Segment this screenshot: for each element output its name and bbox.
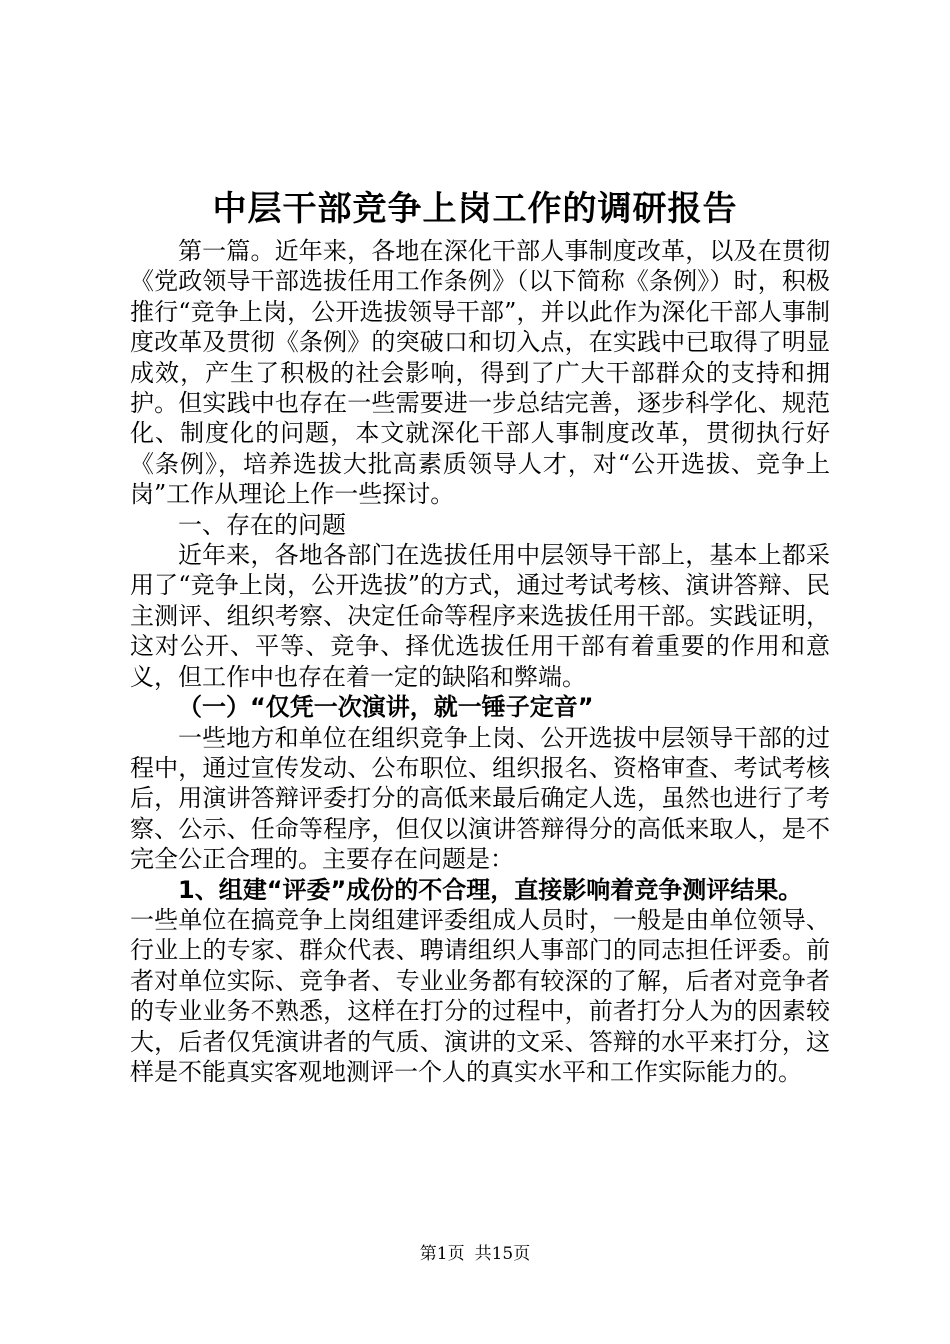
paragraph-problems-overview: 近年来，各地各部门在选拔任用中层领导干部上，基本上都采用了“竞争上岗，公开选拔”的方式，通过考试考核、演讲答辩、民主测评、组织考察、决定任命等程序来选拔任用干部。实践证明，这对公开、平等、竞争、择优选拔任用干部有着重要的作用和意义，但工作中也存在着一定的缺陷和弊端。 (130, 541, 830, 691)
section-heading-problems: 一、存在的问题 (178, 510, 346, 539)
paragraph-judges-detail: 一些单位在搞竞争上岗组建评委组成人员时，一般是由单位领导、行业上的专家、群众代表、聘请组织人事部门的同志担任评委。前者对单位实际、竞争者、专业业务都有较深的了解，后者对竞争者的专业业务不熟悉，这样在打分的过程中，前者打分人为的因素较大，后者仅凭演讲者的气质、演讲的文采、答辩的水平来打分，这样是不能真实客观地测评一个人的真实水平和工作实际能力的。 (130, 905, 830, 1086)
document-title: 中层干部竞争上岗工作的调研报告 (212, 189, 738, 229)
page-total: 共15页 (474, 1244, 531, 1264)
paragraph-speech-issue: 一些地方和单位在组织竞争上岗、公开选拔中层领导干部的过程中，通过宣传发动、公布职位、组织报名、资格审查、考试考核后，用演讲答辩评委打分的高低来最后确定人选，虽然也进行了考察、公示、任命等程序，但仅以演讲答辩得分的高低来取人，是不完全公正合理的。主要存在问题是： (130, 723, 830, 874)
paragraph-intro: 第一篇。近年来，各地在深化干部人事制度改革，以及在贯彻《党政领导干部选拔任用工作条例》（以下简称《条例》）时，积极推行“竞争上岗，公开选拔领导干部”，并以此作为深化干部人事制度改革及贯彻《条例》的突破口和切入点，在实践中已取得了明显成效，产生了积极的社会影响，得到了广大干部群众的支持和拥护。但实践中也存在一些需要进一步总结完善，逐步科学化、规范化、制度化的问题，本文就深化干部人事制度改革，贯彻执行好《条例》，培养选拔大批高素质领导人才，对“公开选拔、竞争上岗”工作从理论上作一些探讨。 (130, 237, 830, 509)
document-body (130, 236, 830, 1087)
page-number: 第1页 (419, 1244, 465, 1264)
page-footer (0, 1242, 950, 1266)
point-heading-judges: 1、组建“评委”成份的不合理，直接影响着竞争测评结果。 (178, 875, 803, 904)
subsection-heading-speech: （一）“仅凭一次演讲，就一锤子定音” (178, 693, 594, 722)
